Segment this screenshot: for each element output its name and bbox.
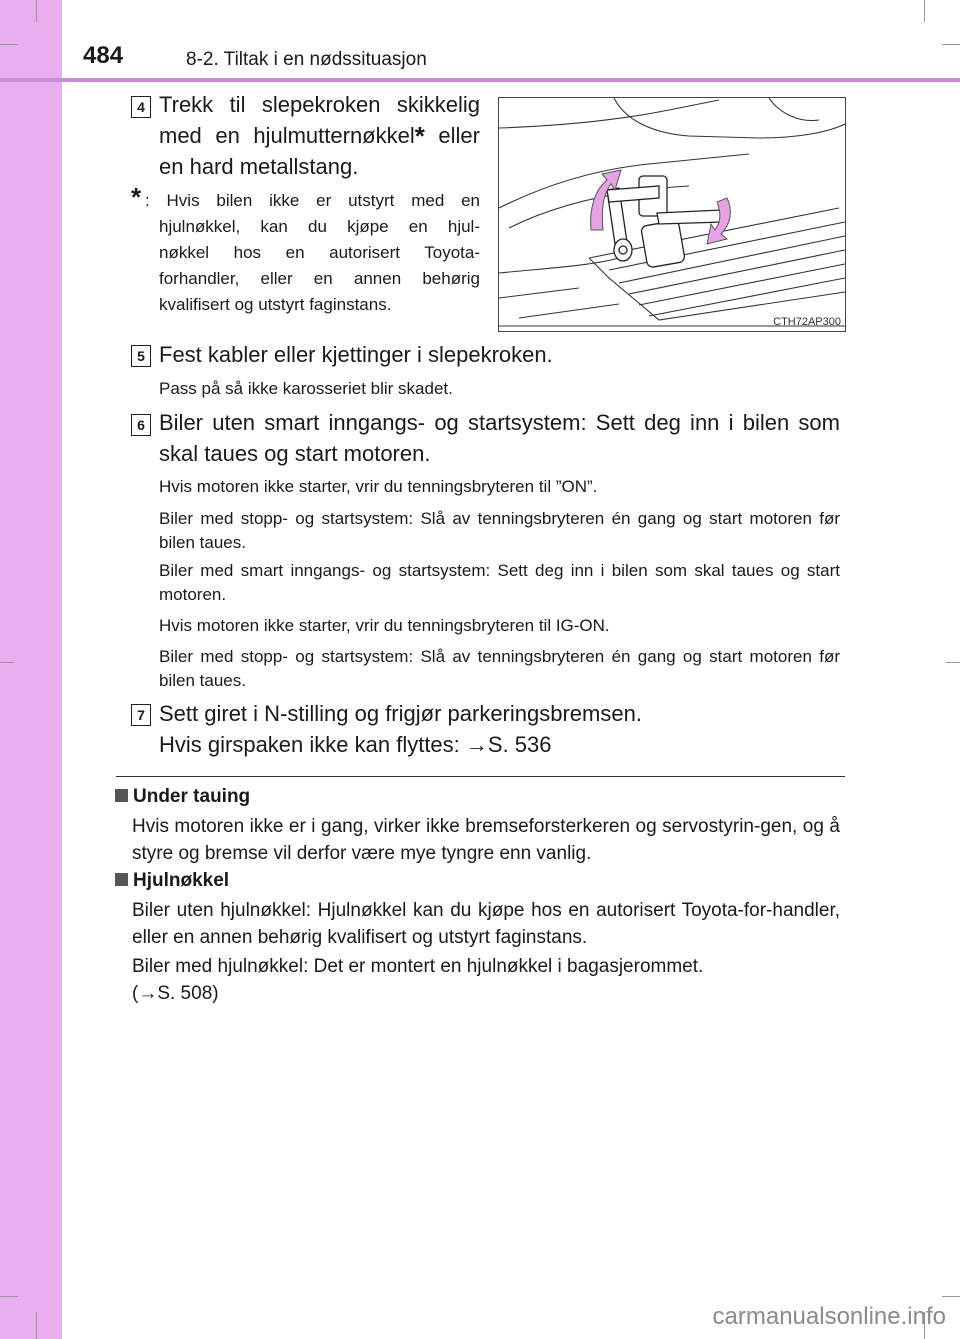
body-paragraph: (→S. 508) — [132, 983, 219, 1004]
subheading — [115, 786, 250, 808]
footnote-line: kvalifisert og utstyrt faginstans. — [159, 295, 392, 314]
step-text: Biler uten smart inngangs- og startsystem: Sett deg inn i bilen som skal taues og start motoren. — [159, 410, 840, 466]
footnote-line: : Hvis bilen ikke er utstyrt med en — [145, 191, 480, 210]
illustration-drawing — [499, 98, 845, 331]
step-text: Hvis girspaken ikke kan flyttes: →S. 536 — [159, 732, 552, 757]
crop-mark — [36, 1312, 37, 1339]
step-text — [159, 89, 480, 182]
body-paragraph: Biler med hjulnøkkel: Det er montert en hjulnøkkel i bagasjerommet. — [132, 956, 704, 977]
header-rule — [0, 78, 960, 82]
step-note: Biler med stopp- og startsystem: Slå av tenningsbryteren én gang og start motoren før bilen taues. — [159, 647, 840, 690]
step-text-part: eller — [424, 123, 480, 148]
step-text-line — [159, 120, 480, 151]
footnote — [131, 182, 480, 318]
page-number: 484 — [83, 42, 124, 69]
footnote-line: hjulnøkkel, kan du kjøpe en hjul- — [159, 217, 480, 236]
crop-mark — [942, 44, 960, 45]
footnote-line: nøkkel hos en autorisert Toyota- — [159, 243, 480, 262]
crop-mark — [942, 1296, 960, 1297]
step-text-line: en hard metallstang. — [159, 154, 359, 179]
section-divider — [116, 776, 845, 777]
subheading — [115, 870, 229, 892]
section-title: 8-2. Tiltak i en nødssituasjon — [186, 49, 427, 70]
crop-mark — [36, 0, 37, 22]
crop-mark — [0, 44, 18, 45]
footnote-reference: * — [414, 121, 425, 151]
step-note: Biler med smart inngangs- og startsystem: Sett deg inn i bilen som skal taues og start motoren. — [159, 561, 840, 604]
subheading-text: Hjulnøkkel — [133, 870, 230, 891]
step-text: Fest kabler eller kjettinger i slepekroken. — [159, 342, 553, 367]
body-paragraph: Biler uten hjulnøkkel: Hjulnøkkel kan du kjøpe hos en autorisert Toyota-for-handler, eller en annen behørig kvalifisert og utstyrt faginstans. — [132, 900, 840, 948]
step-note: Hvis motoren ikke starter, vrir du tenningsbryteren til IG-ON. — [159, 616, 610, 635]
square-bullet-icon — [115, 789, 128, 802]
step-note: Biler med stopp- og startsystem: Slå av tenningsbryteren én gang og start motoren før bilen taues. — [159, 509, 840, 552]
step-text-line: Trekk til slepekroken skikkelig — [159, 92, 480, 117]
footnote-mark: * — [131, 182, 142, 212]
subheading-text: Under tauing — [133, 786, 251, 807]
step-note: Hvis motoren ikke starter, vrir du tenningsbryteren til ”ON”. — [159, 477, 598, 496]
step-text-part: med en hjulmutternøkkel — [159, 123, 415, 148]
footer-watermark[interactable]: carmanualsonline.info — [712, 1303, 946, 1330]
step-number-badge: 4 — [131, 96, 151, 118]
square-bullet-icon — [115, 873, 128, 886]
crop-mark — [946, 662, 960, 663]
sidebar-stripe — [0, 0, 62, 1339]
step-number-badge: 7 — [131, 704, 151, 726]
footnote-line: forhandler, eller en annen behørig — [159, 269, 480, 288]
figure-code: CTH72AP300 — [773, 316, 841, 328]
step-note: Pass på så ikke karosseriet blir skadet. — [159, 379, 453, 398]
step-number-badge: 6 — [131, 414, 151, 436]
crop-mark — [924, 0, 925, 22]
step-number-badge: 5 — [131, 345, 151, 367]
step-text: Sett giret i N-stilling og frigjør parkeringsbremsen. — [159, 701, 642, 726]
crop-mark — [0, 662, 14, 663]
towing-hook-illustration — [498, 97, 846, 332]
crop-mark — [0, 1296, 18, 1297]
body-paragraph: Hvis motoren ikke er i gang, virker ikke bremseforsterkeren og servostyrin-gen, og å styre og bremse vil derfor være mye tyngre enn vanlig. — [132, 816, 840, 864]
